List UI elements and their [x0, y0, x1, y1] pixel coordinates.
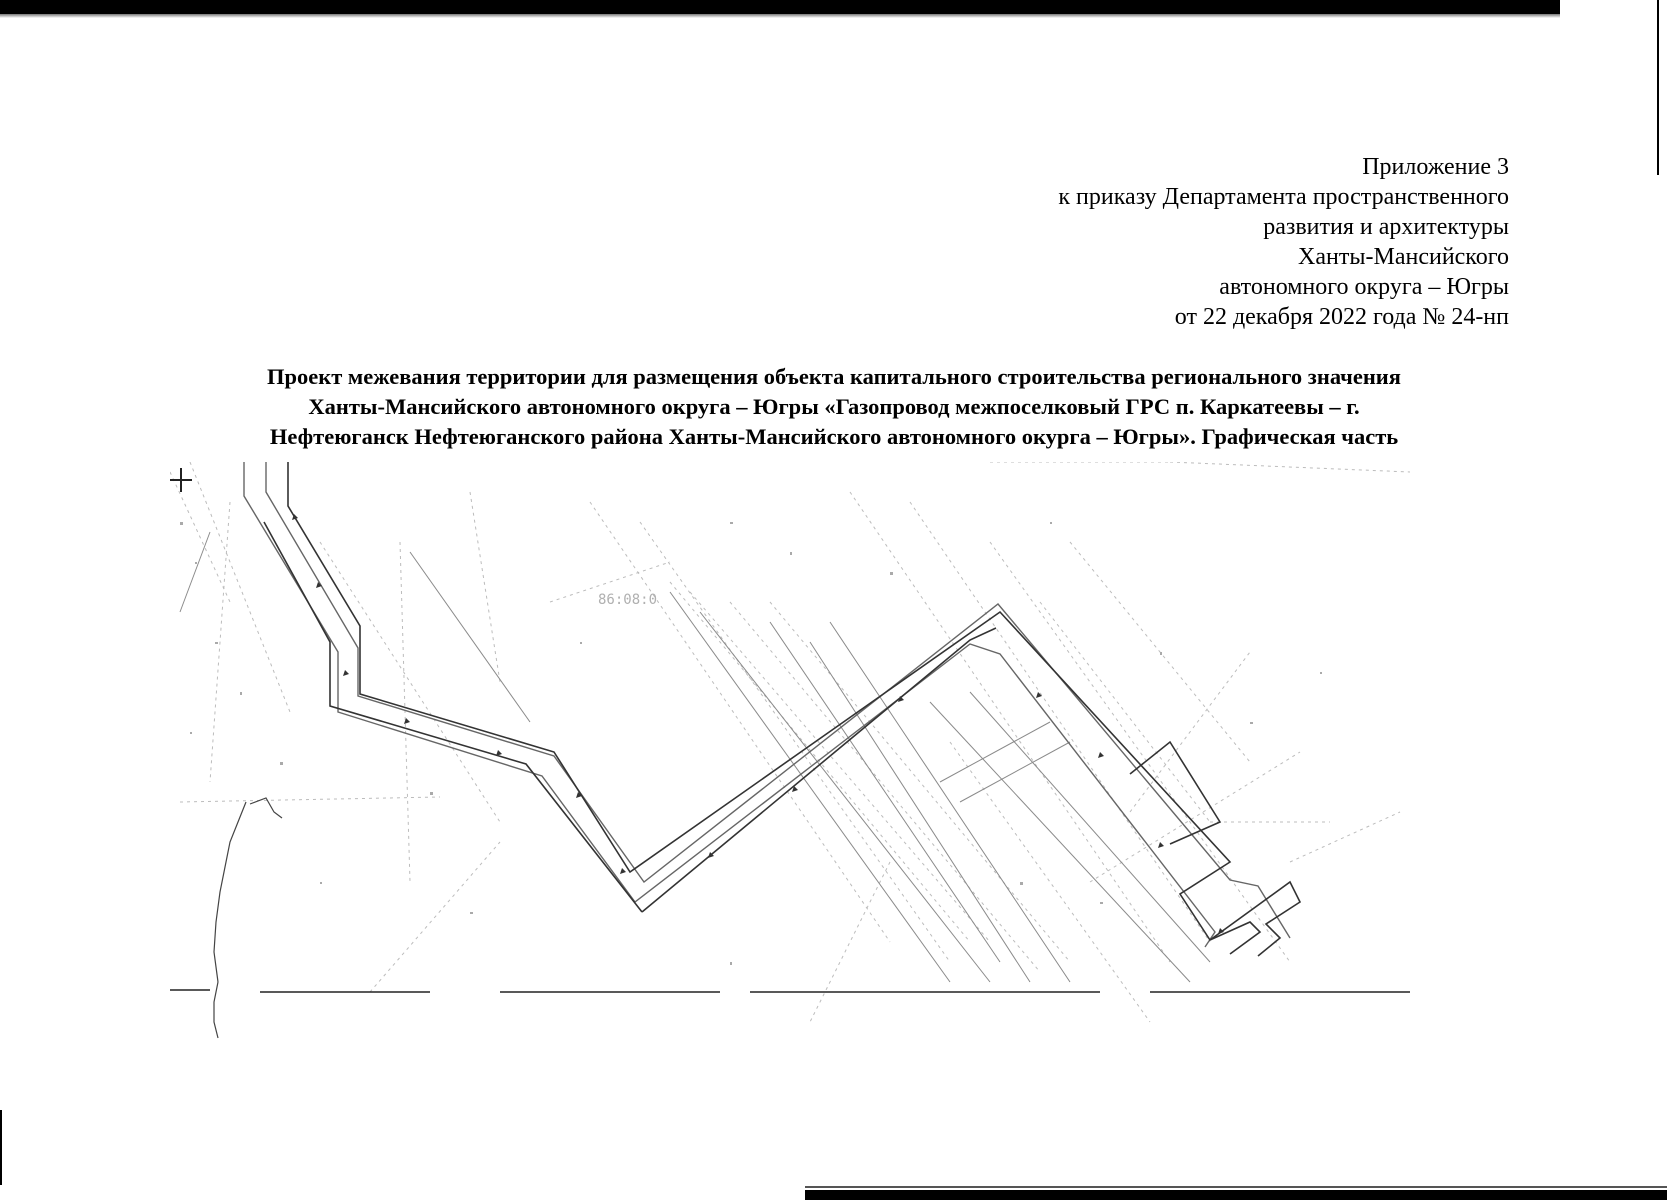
- appendix-line-6: от 22 декабря 2022 года № 24-нп: [1174, 304, 1509, 330]
- scan-border-top: [0, 0, 1560, 14]
- appendix-line-1: Приложение 3: [1362, 154, 1509, 180]
- survey-map-drawing: [170, 462, 1410, 1042]
- appendix-header: [1058, 152, 1509, 332]
- appendix-line-3: развития и архитектуры: [1263, 214, 1509, 240]
- survey-map-svg: [170, 462, 1410, 1042]
- scan-border-top-shadow: [0, 14, 1560, 18]
- appendix-line-2: к приказу Департамента пространственного: [1058, 184, 1509, 210]
- document-title: [150, 362, 1518, 452]
- title-line-2: Ханты-Мансийского автономного округа – Югры «Газопровод межпоселковый ГРС п. Каркатеевы – г.: [308, 394, 1360, 419]
- scan-border-bottom-line: [805, 1186, 1667, 1188]
- title-line-3: Нефтеюганск Нефтеюганского района Ханты-Мансийского автономного окурга – Югры». Графическая часть: [269, 424, 1399, 449]
- appendix-line-5: автономного округа – Югры: [1219, 274, 1509, 300]
- scan-edge-right: [1657, 0, 1659, 175]
- cadastral-number-label: 86:08:0: [598, 592, 658, 608]
- appendix-line-4: Ханты-Мансийского: [1298, 244, 1509, 270]
- title-line-1: Проект межевания территории для размещения объекта капитального строительства регионального значения: [267, 364, 1401, 389]
- scan-edge-left: [0, 1110, 2, 1185]
- scan-border-bottom: [805, 1190, 1667, 1200]
